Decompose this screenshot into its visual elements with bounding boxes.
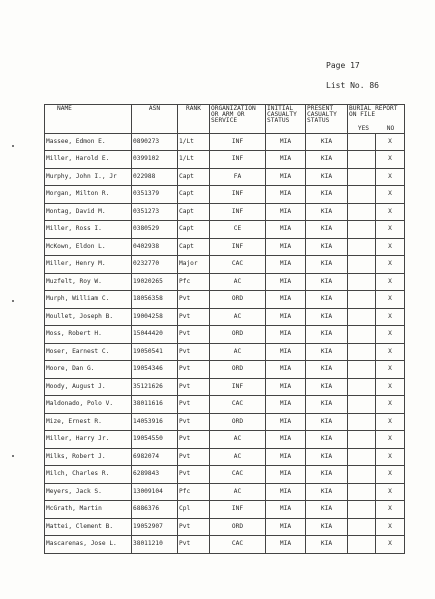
cell-initial-status: MIA <box>266 536 306 554</box>
col-name-header: NAME <box>45 105 132 134</box>
cell-present-status: KIA <box>306 413 348 431</box>
cell-organization: AC <box>210 431 266 449</box>
cell-name: Moore, Dan G. <box>45 361 132 379</box>
cell-burial-no: X <box>376 536 405 554</box>
table-row <box>45 343 405 361</box>
cell-organization: AC <box>210 448 266 466</box>
cell-rank: Capt <box>178 203 210 221</box>
cell-burial-yes <box>348 431 376 449</box>
margin-mark <box>12 145 14 147</box>
cell-burial-yes <box>348 133 376 151</box>
table-row <box>45 448 405 466</box>
col-present-status-header: PRESENT CASUALTY STATUS <box>306 105 348 134</box>
cell-asn: 19020265 <box>132 273 178 291</box>
cell-asn: 15044420 <box>132 326 178 344</box>
cell-rank: 1/Lt <box>178 133 210 151</box>
cell-present-status: KIA <box>306 466 348 484</box>
cell-rank: Major <box>178 256 210 274</box>
list-number: List No. 86 <box>326 81 379 90</box>
cell-asn: 0232770 <box>132 256 178 274</box>
cell-name: Milks, Robert J. <box>45 448 132 466</box>
cell-rank: Pvt <box>178 308 210 326</box>
cell-asn: 0351379 <box>132 186 178 204</box>
col-rank-header: RANK <box>178 105 210 134</box>
cell-name: Miller, Harold E. <box>45 151 132 169</box>
cell-burial-yes <box>348 168 376 186</box>
table-row <box>45 273 405 291</box>
cell-present-status: KIA <box>306 343 348 361</box>
cell-burial-yes <box>348 151 376 169</box>
cell-organization: ORD <box>210 291 266 309</box>
cell-burial-no: X <box>376 221 405 239</box>
cell-asn: 13009104 <box>132 483 178 501</box>
cell-asn: 0380529 <box>132 221 178 239</box>
col-yes-header: YES <box>357 125 370 133</box>
cell-organization: INF <box>210 186 266 204</box>
cell-organization: ORD <box>210 326 266 344</box>
cell-rank: Pvt <box>178 536 210 554</box>
cell-asn: 19054346 <box>132 361 178 379</box>
cell-name: Murph, William C. <box>45 291 132 309</box>
cell-burial-yes <box>348 291 376 309</box>
cell-name: Mize, Ernest R. <box>45 413 132 431</box>
cell-organization: FA <box>210 168 266 186</box>
cell-initial-status: MIA <box>266 396 306 414</box>
table-row <box>45 431 405 449</box>
cell-burial-yes <box>348 536 376 554</box>
cell-initial-status: MIA <box>266 308 306 326</box>
cell-name: Miller, Henry M. <box>45 256 132 274</box>
table-row <box>45 186 405 204</box>
cell-initial-status: MIA <box>266 361 306 379</box>
cell-asn: 19050541 <box>132 343 178 361</box>
table-row <box>45 501 405 519</box>
cell-name: Milch, Charles R. <box>45 466 132 484</box>
col-no-header: NO <box>386 125 395 133</box>
cell-initial-status: MIA <box>266 413 306 431</box>
cell-asn: 19052907 <box>132 518 178 536</box>
cell-rank: Pvt <box>178 396 210 414</box>
table-row <box>45 413 405 431</box>
cell-organization: AC <box>210 483 266 501</box>
cell-initial-status: MIA <box>266 483 306 501</box>
col-initial-status-header: INITIAL CASUALTY STATUS <box>266 105 306 134</box>
cell-present-status: KIA <box>306 361 348 379</box>
cell-present-status: KIA <box>306 501 348 519</box>
cell-name: Meyers, Jack S. <box>45 483 132 501</box>
cell-rank: Pvt <box>178 343 210 361</box>
cell-initial-status: MIA <box>266 273 306 291</box>
cell-burial-no: X <box>376 256 405 274</box>
cell-initial-status: MIA <box>266 378 306 396</box>
cell-burial-yes <box>348 466 376 484</box>
table-row <box>45 326 405 344</box>
cell-burial-no: X <box>376 466 405 484</box>
table-row <box>45 378 405 396</box>
casualty-table <box>44 104 405 554</box>
cell-burial-yes <box>348 361 376 379</box>
cell-name: Miller, Harry Jr. <box>45 431 132 449</box>
cell-burial-yes <box>348 326 376 344</box>
cell-rank: Pvt <box>178 326 210 344</box>
cell-asn: 0402938 <box>132 238 178 256</box>
cell-present-status: KIA <box>306 536 348 554</box>
cell-asn: 6886376 <box>132 501 178 519</box>
col-burial-report-header <box>348 105 405 134</box>
cell-asn: 0351273 <box>132 203 178 221</box>
cell-present-status: KIA <box>306 168 348 186</box>
cell-initial-status: MIA <box>266 501 306 519</box>
cell-name: Murphy, John I., Jr <box>45 168 132 186</box>
table-row <box>45 518 405 536</box>
cell-name: Moody, August J. <box>45 378 132 396</box>
cell-name: Miller, Ross I. <box>45 221 132 239</box>
cell-asn: 14053916 <box>132 413 178 431</box>
cell-rank: Pvt <box>178 378 210 396</box>
cell-asn: 0890273 <box>132 133 178 151</box>
cell-burial-yes <box>348 413 376 431</box>
cell-initial-status: MIA <box>266 291 306 309</box>
cell-organization: INF <box>210 203 266 221</box>
table-row <box>45 151 405 169</box>
margin-mark <box>12 455 14 457</box>
cell-present-status: KIA <box>306 431 348 449</box>
cell-organization: CAC <box>210 466 266 484</box>
cell-burial-no: X <box>376 238 405 256</box>
cell-rank: Capt <box>178 238 210 256</box>
cell-name: McKown, Eldon L. <box>45 238 132 256</box>
table-row <box>45 291 405 309</box>
cell-present-status: KIA <box>306 396 348 414</box>
cell-initial-status: MIA <box>266 168 306 186</box>
col-org-header: ORGANIZATION OR ARM OR SERVICE <box>210 105 266 134</box>
cell-burial-no: X <box>376 378 405 396</box>
cell-present-status: KIA <box>306 133 348 151</box>
cell-burial-yes <box>348 343 376 361</box>
cell-name: Moss, Robert H. <box>45 326 132 344</box>
cell-burial-no: X <box>376 273 405 291</box>
cell-initial-status: MIA <box>266 431 306 449</box>
cell-burial-no: X <box>376 133 405 151</box>
cell-present-status: KIA <box>306 308 348 326</box>
cell-present-status: KIA <box>306 221 348 239</box>
page-number: Page 17 <box>326 61 360 70</box>
cell-rank: Pvt <box>178 518 210 536</box>
cell-present-status: KIA <box>306 448 348 466</box>
cell-burial-no: X <box>376 501 405 519</box>
cell-rank: Capt <box>178 186 210 204</box>
cell-organization: AC <box>210 273 266 291</box>
cell-organization: INF <box>210 501 266 519</box>
cell-asn: 6289843 <box>132 466 178 484</box>
cell-rank: Pvt <box>178 466 210 484</box>
cell-name: Moser, Earnest C. <box>45 343 132 361</box>
cell-asn: 35121626 <box>132 378 178 396</box>
table-row <box>45 256 405 274</box>
table-row <box>45 466 405 484</box>
cell-name: Maldonado, Polo V. <box>45 396 132 414</box>
cell-rank: Pvt <box>178 448 210 466</box>
cell-asn: 022988 <box>132 168 178 186</box>
cell-rank: Pfc <box>178 483 210 501</box>
cell-organization: ORD <box>210 413 266 431</box>
cell-burial-no: X <box>376 343 405 361</box>
cell-name: Mascarenas, Jose L. <box>45 536 132 554</box>
burial-report-label: BURIAL REPORT ON FILE <box>349 105 398 119</box>
cell-present-status: KIA <box>306 326 348 344</box>
cell-rank: 1/Lt <box>178 151 210 169</box>
cell-name: Morgan, Milton R. <box>45 186 132 204</box>
cell-burial-yes <box>348 238 376 256</box>
cell-burial-no: X <box>376 186 405 204</box>
table-row <box>45 396 405 414</box>
cell-burial-no: X <box>376 361 405 379</box>
cell-rank: Pvt <box>178 413 210 431</box>
cell-rank: Pfc <box>178 273 210 291</box>
cell-burial-yes <box>348 273 376 291</box>
cell-present-status: KIA <box>306 186 348 204</box>
cell-burial-yes <box>348 221 376 239</box>
cell-burial-no: X <box>376 203 405 221</box>
cell-name: Moullet, Joseph B. <box>45 308 132 326</box>
cell-initial-status: MIA <box>266 326 306 344</box>
cell-initial-status: MIA <box>266 203 306 221</box>
table-row <box>45 483 405 501</box>
cell-burial-yes <box>348 518 376 536</box>
cell-burial-no: X <box>376 413 405 431</box>
cell-organization: ORD <box>210 518 266 536</box>
cell-present-status: KIA <box>306 151 348 169</box>
cell-burial-no: X <box>376 483 405 501</box>
cell-present-status: KIA <box>306 291 348 309</box>
cell-organization: INF <box>210 238 266 256</box>
cell-initial-status: MIA <box>266 238 306 256</box>
cell-organization: CAC <box>210 256 266 274</box>
cell-burial-no: X <box>376 518 405 536</box>
cell-burial-yes <box>348 308 376 326</box>
cell-name: McGrath, Martin <box>45 501 132 519</box>
cell-asn: 6982074 <box>132 448 178 466</box>
cell-organization: INF <box>210 378 266 396</box>
table-row <box>45 238 405 256</box>
cell-asn: 19004258 <box>132 308 178 326</box>
cell-burial-no: X <box>376 151 405 169</box>
table-row <box>45 536 405 554</box>
table-row <box>45 203 405 221</box>
table-row <box>45 221 405 239</box>
cell-asn: 38011616 <box>132 396 178 414</box>
cell-burial-no: X <box>376 168 405 186</box>
cell-rank: Pvt <box>178 361 210 379</box>
cell-rank: Capt <box>178 221 210 239</box>
col-asn-header: ASN <box>132 105 178 134</box>
cell-burial-yes <box>348 203 376 221</box>
cell-present-status: KIA <box>306 273 348 291</box>
cell-name: Mattei, Clement B. <box>45 518 132 536</box>
cell-rank: Cpl <box>178 501 210 519</box>
cell-rank: Capt <box>178 168 210 186</box>
cell-present-status: KIA <box>306 483 348 501</box>
cell-present-status: KIA <box>306 203 348 221</box>
cell-burial-no: X <box>376 448 405 466</box>
cell-burial-no: X <box>376 326 405 344</box>
cell-present-status: KIA <box>306 256 348 274</box>
cell-organization: ORD <box>210 361 266 379</box>
cell-burial-no: X <box>376 291 405 309</box>
table-header-row <box>45 105 405 134</box>
cell-burial-yes <box>348 186 376 204</box>
cell-burial-yes <box>348 448 376 466</box>
cell-asn: 0399102 <box>132 151 178 169</box>
cell-organization: CAC <box>210 536 266 554</box>
cell-initial-status: MIA <box>266 448 306 466</box>
cell-asn: 38011210 <box>132 536 178 554</box>
cell-initial-status: MIA <box>266 343 306 361</box>
cell-initial-status: MIA <box>266 151 306 169</box>
cell-burial-yes <box>348 378 376 396</box>
table-row <box>45 308 405 326</box>
cell-organization: INF <box>210 133 266 151</box>
table-row <box>45 133 405 151</box>
cell-organization: AC <box>210 308 266 326</box>
cell-organization: CE <box>210 221 266 239</box>
cell-name: Massee, Edmon E. <box>45 133 132 151</box>
cell-organization: AC <box>210 343 266 361</box>
cell-initial-status: MIA <box>266 466 306 484</box>
cell-asn: 19054550 <box>132 431 178 449</box>
cell-present-status: KIA <box>306 378 348 396</box>
cell-initial-status: MIA <box>266 518 306 536</box>
cell-rank: Pvt <box>178 291 210 309</box>
cell-initial-status: MIA <box>266 186 306 204</box>
cell-initial-status: MIA <box>266 133 306 151</box>
table-row <box>45 361 405 379</box>
cell-present-status: KIA <box>306 238 348 256</box>
table-row <box>45 168 405 186</box>
cell-burial-no: X <box>376 308 405 326</box>
cell-asn: 18056358 <box>132 291 178 309</box>
cell-burial-no: X <box>376 431 405 449</box>
cell-burial-yes <box>348 256 376 274</box>
cell-burial-yes <box>348 396 376 414</box>
margin-mark <box>12 300 14 302</box>
cell-rank: Pvt <box>178 431 210 449</box>
cell-burial-no: X <box>376 396 405 414</box>
cell-name: Muzfelt, Roy W. <box>45 273 132 291</box>
cell-initial-status: MIA <box>266 256 306 274</box>
cell-burial-yes <box>348 483 376 501</box>
cell-organization: INF <box>210 151 266 169</box>
cell-present-status: KIA <box>306 518 348 536</box>
cell-initial-status: MIA <box>266 221 306 239</box>
cell-burial-yes <box>348 501 376 519</box>
cell-name: Montag, David M. <box>45 203 132 221</box>
cell-organization: CAC <box>210 396 266 414</box>
